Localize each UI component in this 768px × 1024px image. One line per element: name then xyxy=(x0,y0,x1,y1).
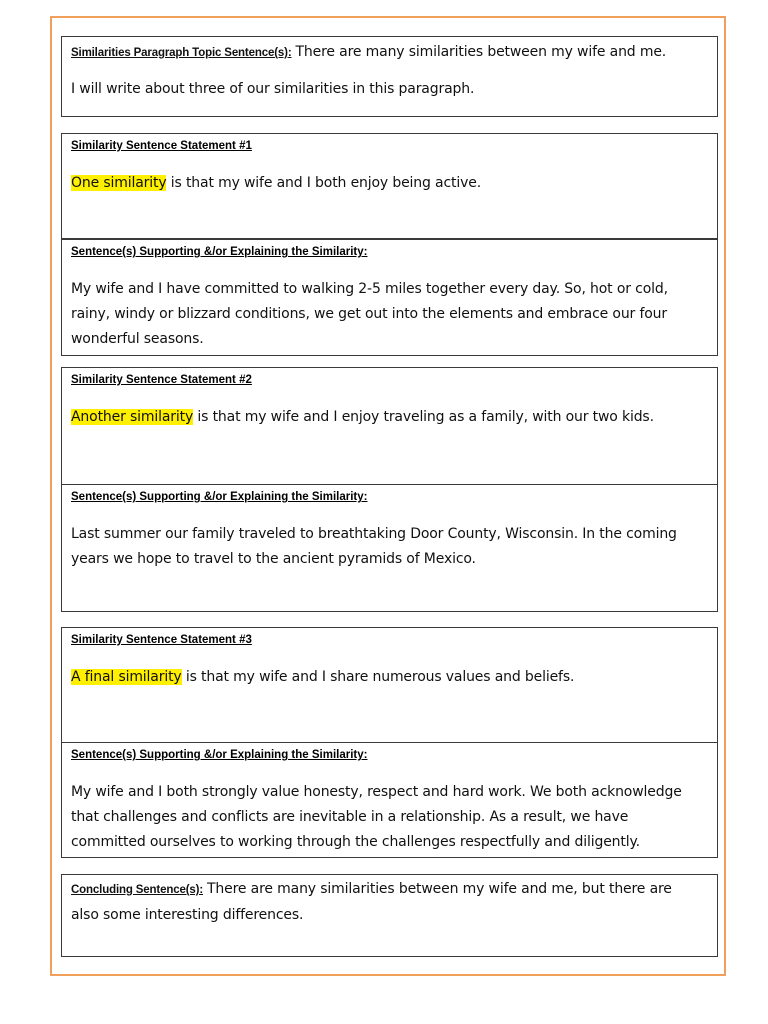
supporting-3-box xyxy=(61,742,718,858)
similarity-statement-3-box xyxy=(61,627,718,743)
topic-sentence-line2: I will write about three of our similarities in this paragraph. xyxy=(71,81,475,97)
supporting-1-text: My wife and I have committed to walking 2-5 miles together every day. So, hot or cold, rainy, windy or blizzard conditions, we get out into the elements and embrace our four wonderful seasons. xyxy=(71,281,668,347)
supporting-1-heading: Sentence(s) Supporting &/or Explaining the Similarity: xyxy=(71,246,368,258)
similarity-1-rest: is that my wife and I both enjoy being active. xyxy=(166,175,482,191)
supporting-2-text: Last summer our family traveled to breathtaking Door County, Wisconsin. In the coming years we hope to travel to the ancient pyramids of Mexico. xyxy=(71,526,677,567)
concluding-sentence-text xyxy=(71,877,703,928)
similarity-3-rest: is that my wife and I share numerous values and beliefs. xyxy=(181,669,575,685)
topic-sentence-box xyxy=(61,36,718,117)
supporting-2-heading: Sentence(s) Supporting &/or Explaining the Similarity: xyxy=(71,491,368,503)
topic-sentence-label: Similarities Paragraph Topic Sentence(s): xyxy=(71,47,292,59)
concluding-sentence-body: There are many similarities between my wife and me, but there are also some interesting differences. xyxy=(71,881,672,923)
similarity-statement-2-heading: Similarity Sentence Statement #2 xyxy=(71,374,252,386)
similarity-statement-1-heading: Similarity Sentence Statement #1 xyxy=(71,140,252,152)
similarity-2-highlight: Another similarity xyxy=(71,409,194,425)
similarity-statement-1-text xyxy=(71,171,703,196)
supporting-3-text: My wife and I both strongly value honesty, respect and hard work. We both acknowledge that challenges and conflicts are inevitable in a relationship. As a result, we have committed ourselves to working through the challenges respectfully and diligently. xyxy=(71,784,682,850)
similarity-2-rest: is that my wife and I enjoy traveling as a family, with our two kids. xyxy=(193,409,654,425)
similarity-statement-1-box xyxy=(61,133,718,239)
topic-sentence-line1 xyxy=(71,40,703,66)
similarity-statement-2-text xyxy=(71,405,703,430)
similarity-3-highlight: A final similarity xyxy=(71,669,182,685)
concluding-sentence-label: Concluding Sentence(s): xyxy=(71,884,204,896)
similarity-1-highlight: One similarity xyxy=(71,175,167,191)
topic-sentence-text: There are many similarities between my wife and me. xyxy=(295,44,667,60)
similarity-statement-3-heading: Similarity Sentence Statement #3 xyxy=(71,634,252,646)
supporting-3-heading: Sentence(s) Supporting &/or Explaining the Similarity: xyxy=(71,749,368,761)
supporting-1-box xyxy=(61,239,718,356)
concluding-sentence-box xyxy=(61,874,718,957)
similarity-statement-2-box xyxy=(61,367,718,485)
supporting-2-box xyxy=(61,484,718,612)
similarity-statement-3-text xyxy=(71,665,703,690)
